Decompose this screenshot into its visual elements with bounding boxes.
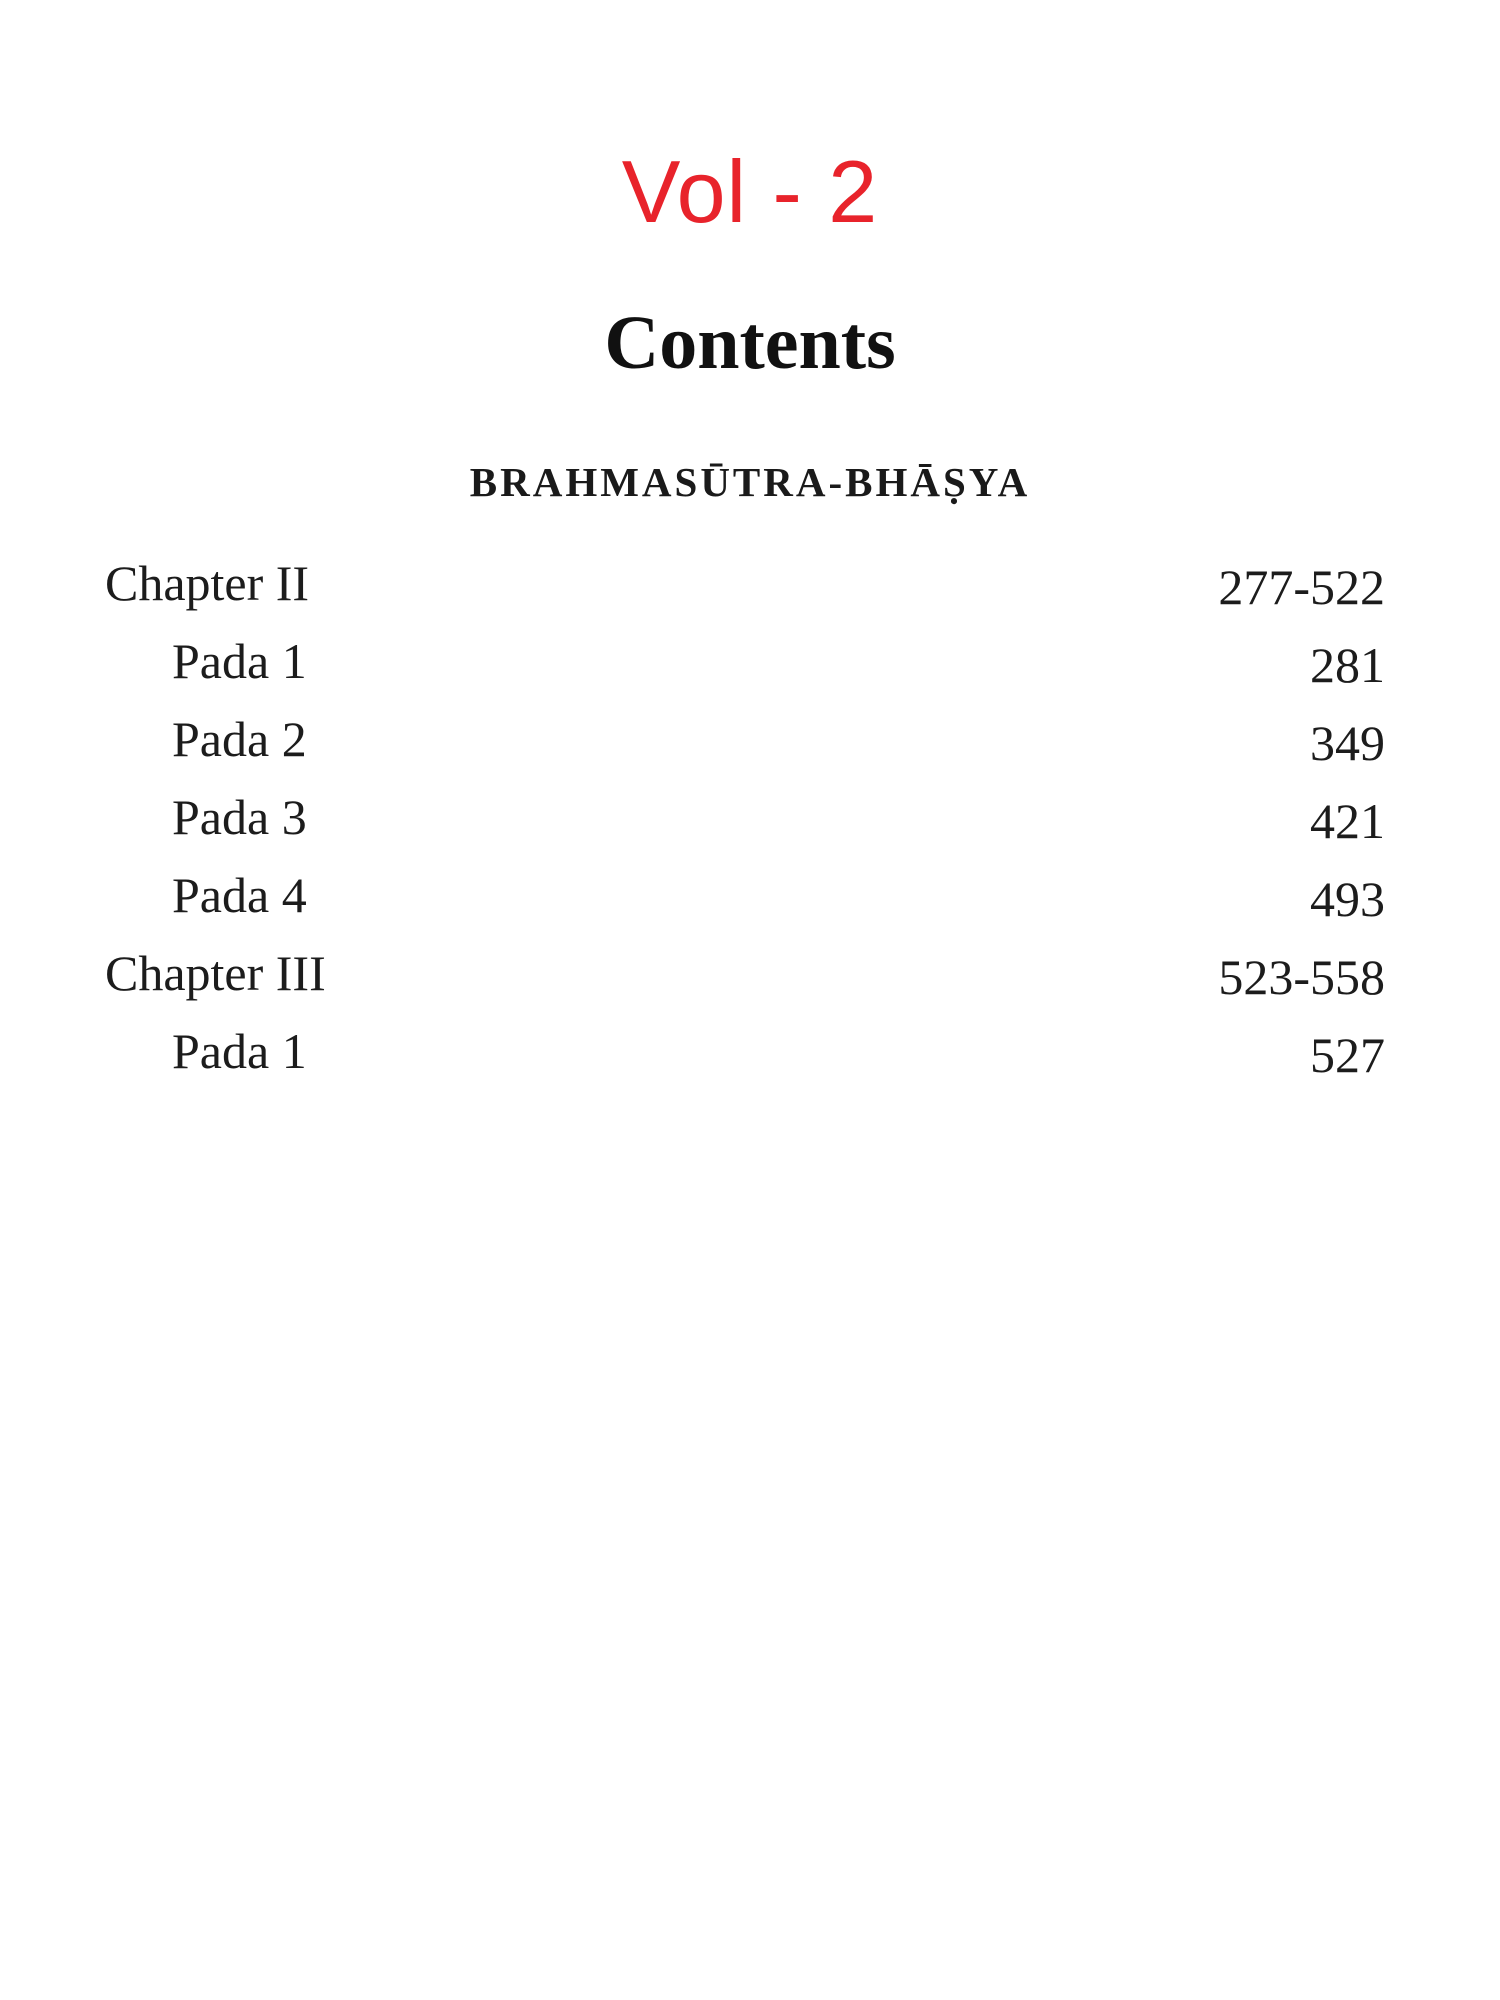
toc-entry-chapter-3[interactable] [105, 940, 1385, 1018]
toc-entry-chapter-2-pada-1[interactable] [105, 628, 1385, 706]
toc-entry-label: Pada 3 [172, 789, 307, 845]
toc-entry-pages: 523-558 [1218, 949, 1385, 1005]
toc-entry-pages: 349 [1310, 715, 1385, 771]
toc-entry-chapter-3-pada-1[interactable] [105, 1018, 1385, 1096]
toc-entry-pages: 493 [1310, 871, 1385, 927]
toc-entry-label: Pada 1 [172, 1023, 307, 1079]
table-of-contents [105, 550, 1385, 1096]
toc-entry-chapter-2[interactable] [105, 550, 1385, 628]
toc-entry-label: Pada 2 [172, 711, 307, 767]
toc-entry-label: Pada 1 [172, 633, 307, 689]
toc-entry-label: Chapter III [105, 945, 326, 1001]
volume-label: Vol - 2 [621, 142, 879, 241]
page-title: Contents [604, 301, 896, 385]
toc-entry-chapter-2-pada-2[interactable] [105, 706, 1385, 784]
toc-entry-label: Chapter II [105, 555, 310, 611]
section-title: BRAHMASŪTRA-BHĀṢYA [469, 459, 1031, 505]
toc-entry-pages: 527 [1310, 1027, 1385, 1083]
toc-entry-chapter-2-pada-3[interactable] [105, 784, 1385, 862]
toc-entry-pages: 277-522 [1218, 559, 1385, 615]
toc-entry-label: Pada 4 [172, 867, 307, 923]
toc-entry-pages: 281 [1310, 637, 1385, 693]
toc-entry-chapter-2-pada-4[interactable] [105, 862, 1385, 940]
toc-entry-pages: 421 [1310, 793, 1385, 849]
